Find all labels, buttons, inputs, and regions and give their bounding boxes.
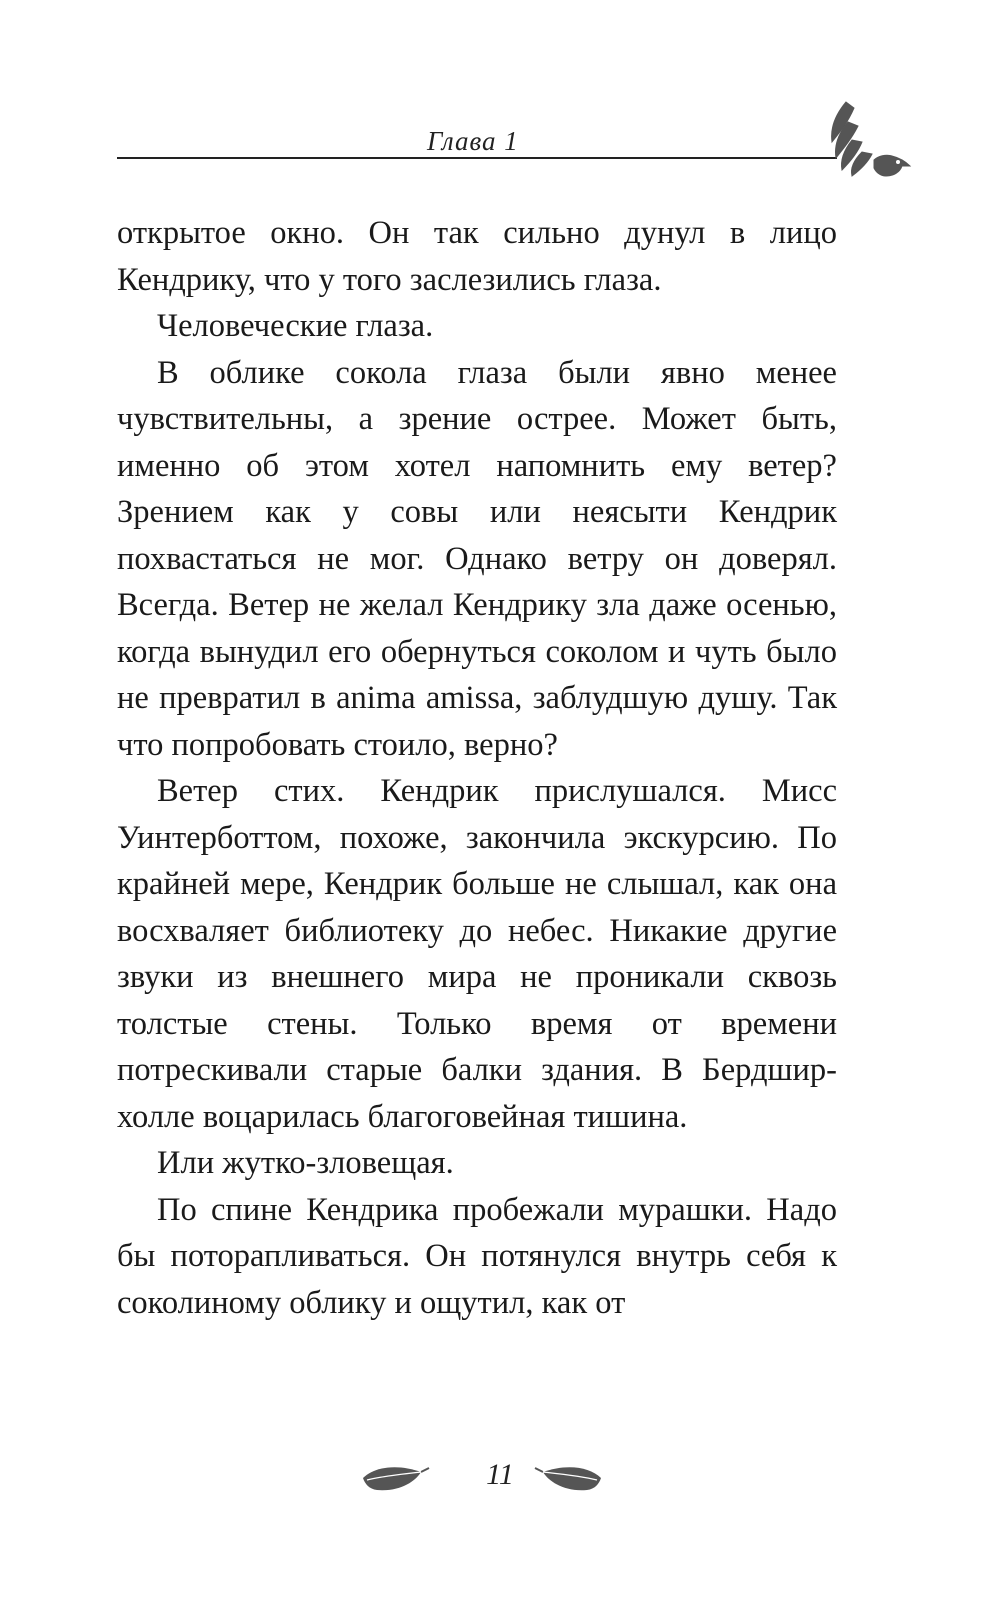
body-text [117,210,837,1326]
header-rule [117,157,837,159]
feather-icon [359,1464,431,1498]
paragraph: Или жутко-зловещая. [157,1145,454,1181]
paragraph: Человеческие глаза. [157,308,434,344]
falcon-wing-icon [818,82,930,194]
paragraph: открытое окно. Он так сильно дунул в лицо Кендрику, что у того заслезились глаза. [117,215,837,298]
paragraph: В облике сокола глаза были явно менее чувствительны, а зрение острее. Может быть, именно об этом хотел напомнить ему ветер? Зрением как у совы или неясыти Кендрик похвастаться не мог. Однако ветру он доверял. Всегда. Ветер не желал Кендрику зла даже осенью, когда вынудил его обернуться соколом и чуть было не превратил в anima amissa, заблудшую душу. Так что попробовать стоило, верно? [117,354,837,763]
page-number: 11 [486,1458,514,1491]
chapter-title: Глава 1 [427,126,519,156]
page-footer [0,1458,1000,1518]
feather-icon [533,1464,605,1498]
paragraph: По спине Кендрика пробежали мурашки. Надо бы поторапливаться. Он потянулся внутрь себя к соколиному облику и ощутил, как от [117,1191,837,1321]
paragraph: Ветер стих. Кендрик прислушался. Мисс Уинтерботтом, похоже, закончила экскурсию. По крайней мере, Кендрик больше не слышал, как она восхваляет библиотеку до небес. Никакие другие звуки из внешнего мира не проникали сквозь толстые стены. Только время от времени потрескивали старые балки здания. В Бердшир-холле воцарилась благоговейная тишина. [117,773,837,1135]
